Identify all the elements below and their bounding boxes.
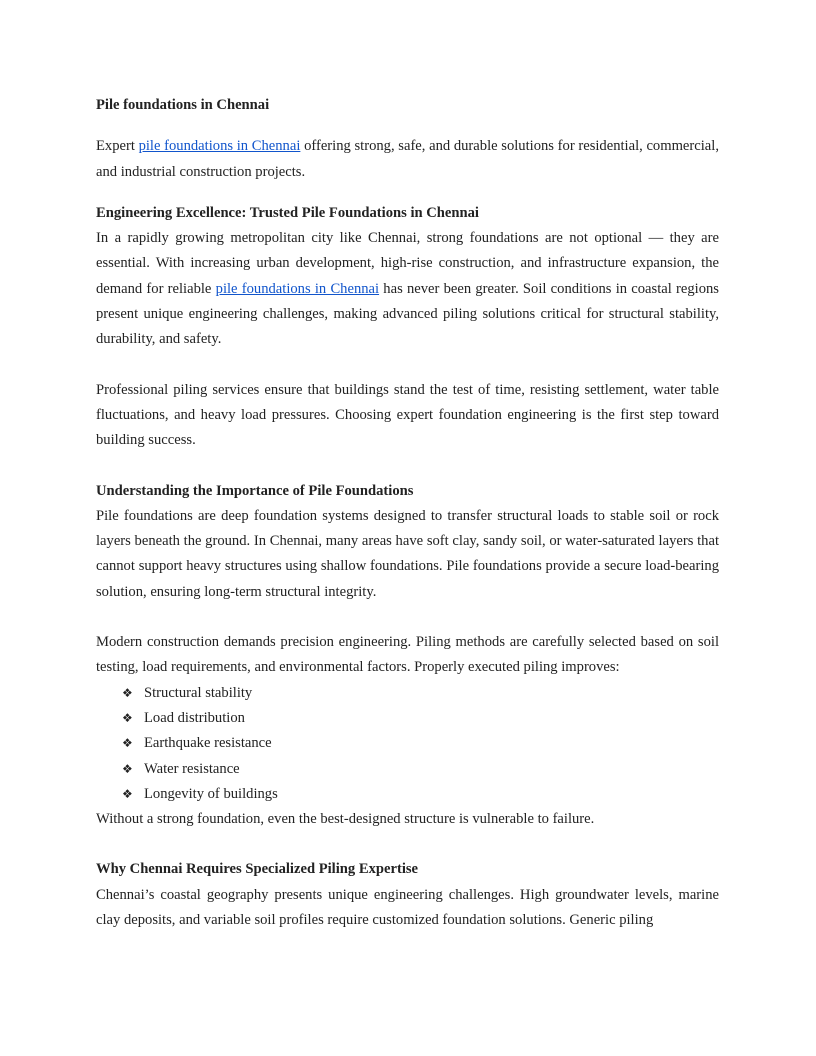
diamond-bullet-icon: ❖ [122,736,133,751]
section1-paragraph-1 [96,226,719,352]
section3-heading: Why Chennai Requires Specialized Piling Expertise [96,861,419,878]
document-page [96,93,719,933]
document-title: Pile foundations in Chennai [96,97,270,113]
intro-text-before: Expert [96,138,139,155]
section2-paragraph-1: Pile foundations are deep foundation systems designed to transfer structural loads to stable soil or rock layers beneath the ground. In Chennai, many areas have soft clay, sandy soil, or water-saturated layers that cannot support heavy structures using shallow foundations. Pile foundations provide a secure load-bearing solution, ensuring long-term structural integrity. [96,507,719,600]
diamond-bullet-icon: ❖ [122,786,133,801]
list-item [122,681,719,706]
list-item-text: Load distribution [144,709,245,726]
section2-heading: Understanding the Importance of Pile Foundations [96,482,414,499]
section1-paragraph-2: Professional piling services ensure that buildings stand the test of time, resisting settlement, water table fluctuations, and heavy load pressures. Choosing expert foundation engineering is the first step toward building success. [96,381,719,449]
section2-paragraph-3: Without a strong foundation, even the best-designed structure is vulnerable to failure. [96,811,595,828]
list-item-text: Longevity of buildings [144,785,278,802]
benefits-list [96,681,719,807]
spacer [96,832,719,857]
diamond-bullet-icon: ❖ [122,761,133,776]
section1-p1-before: In a rapidly growing metropolitan city like Chennai, strong foundations are not optional — they are essential. With increasing urban development, high-rise construction, and infrastructure expansion, the demand for reliable [96,230,719,297]
section2-paragraph-2: Modern construction demands precision engineering. Piling methods are carefully selected based on soil testing, load requirements, and environmental factors. Properly executed piling improves: [96,634,719,676]
list-item [122,731,719,756]
intro-paragraph [96,134,719,185]
list-item [122,782,719,807]
list-item-text: Earthquake resistance [144,735,272,752]
diamond-bullet-icon: ❖ [122,685,133,700]
diamond-bullet-icon: ❖ [122,710,133,725]
spacer [96,454,719,479]
spacer [96,353,719,378]
section3-paragraph-1: Chennai’s coastal geography presents unique engineering challenges. High groundwater levels, marine clay deposits, and variable soil profiles require customized foundation solutions. Generic piling [96,886,719,929]
list-item-text: Structural stability [144,684,253,701]
list-item [122,757,719,782]
list-item [122,706,719,731]
section1-heading: Engineering Excellence: Trusted Pile Foundations in Chennai [96,204,479,221]
spacer [96,605,719,630]
section1-link[interactable]: pile foundations in Chennai [215,280,380,297]
intro-text-after: offering strong, safe, and durable solutions for residential, commercial, and industrial construction projects. [96,138,719,180]
list-item-text: Water resistance [144,760,240,777]
intro-link[interactable]: pile foundations in Chennai [138,138,301,155]
section1-p1-after: has never been greater. Soil conditions in coastal regions present unique engineering challenges, making advanced piling solutions critical for structural stability, durability, and safety. [96,280,719,348]
